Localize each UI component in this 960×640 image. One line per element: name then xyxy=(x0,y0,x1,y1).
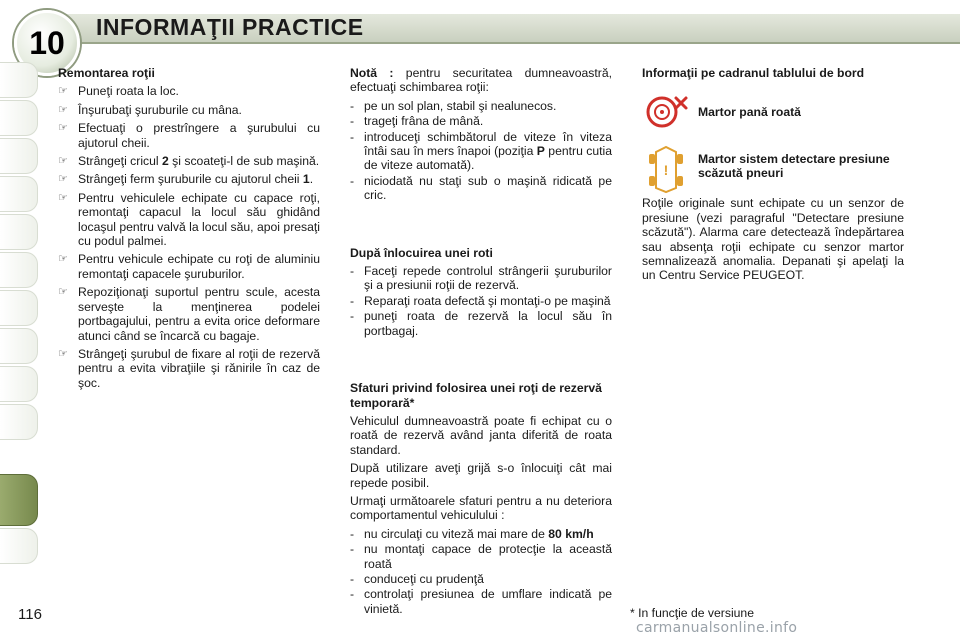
chapter-tab[interactable] xyxy=(0,138,38,174)
column-notes xyxy=(350,66,612,617)
text-run: pentru cutia de viteze automată). xyxy=(364,144,613,173)
spacer xyxy=(350,204,612,246)
list-item-text xyxy=(78,172,320,186)
header xyxy=(0,0,960,61)
dash-marker: - xyxy=(350,571,355,586)
text-run: Strângeţi cricul xyxy=(78,154,162,169)
dash-marker: - xyxy=(350,264,355,279)
spacer xyxy=(350,339,612,381)
chapter-tab[interactable] xyxy=(0,290,38,326)
note-text: pentru securitatea dumneavoastră, efectuaţi schimbarea roţii: xyxy=(350,66,612,95)
paragraph: Vehiculul dumneavoastră poate fi echipat cu o roată de rezervă având janta diferită de roata standard. xyxy=(350,413,612,457)
chapter-tab[interactable] xyxy=(0,176,38,212)
chapter-tabs xyxy=(0,62,38,574)
watermark: carmanualsonline.info xyxy=(636,620,798,636)
warning-light-row xyxy=(642,144,904,188)
pointing-hand-icon: ☞ xyxy=(58,85,68,98)
chapter-tab[interactable] xyxy=(0,404,38,440)
list-item-text: pe un sol plan, stabil şi nealunecos. xyxy=(364,98,557,113)
list-item-text xyxy=(364,527,612,541)
list-item-text: trageţi frâna de mână. xyxy=(364,114,484,129)
list-item xyxy=(350,309,612,338)
gear-position: P xyxy=(536,144,545,159)
pointing-hand-icon: ☞ xyxy=(58,191,68,204)
note-label: Notă : xyxy=(350,66,394,80)
list-item xyxy=(58,121,320,150)
list-item-text: Puneţi roata la loc. xyxy=(78,84,179,99)
speed-limit: 80 km/h xyxy=(548,526,594,541)
list-item xyxy=(58,172,320,186)
section-heading: Sfaturi privind folosirea unei roţi de rezervă temporară* xyxy=(350,381,602,410)
dash-marker: - xyxy=(350,114,355,129)
flat-tyre-warning-icon xyxy=(642,90,692,134)
list-item-text: nu montaţi capace de protecţie la această roată xyxy=(364,542,612,571)
pointing-hand-icon: ☞ xyxy=(58,347,68,360)
pointing-hand-icon: ☞ xyxy=(58,122,68,135)
list-item xyxy=(350,99,612,113)
list-item xyxy=(350,527,612,541)
dash-marker: - xyxy=(350,129,355,144)
list-item xyxy=(58,285,320,343)
chapter-tab[interactable] xyxy=(0,62,38,98)
chapter-tab[interactable] xyxy=(0,528,38,564)
chapter-tab[interactable] xyxy=(0,214,38,250)
list-item-text: Înşurubaţi şuruburile cu mâna. xyxy=(78,102,242,117)
list-item xyxy=(58,154,320,168)
chapter-tab[interactable] xyxy=(0,366,38,402)
list-item xyxy=(58,191,320,249)
list-item xyxy=(350,542,612,571)
dash-marker: - xyxy=(350,526,355,541)
section-heading: După înlocuirea unei roti xyxy=(350,245,493,260)
safety-note xyxy=(350,66,612,95)
chapter-tab[interactable] xyxy=(0,252,38,288)
column-dashboard-info xyxy=(642,66,904,287)
section-heading: Informaţii pe cadranul tablului de bord xyxy=(642,66,865,80)
list-item xyxy=(58,347,320,390)
dash-marker: - xyxy=(350,293,355,308)
dash-marker: - xyxy=(350,98,355,113)
pointing-hand-icon: ☞ xyxy=(58,155,68,168)
chapter-tab[interactable] xyxy=(0,100,38,136)
chapter-number: 10 xyxy=(14,10,80,76)
section-heading: Remontarea roţii xyxy=(58,66,155,80)
list-item-text: niciodată nu staţi sub o maşină ridicată pe cric. xyxy=(364,173,612,203)
list-item xyxy=(350,130,612,173)
text-run: introduceţi schimbătorul de viteze în viteza întâi sau în mers înapoi (poziţia xyxy=(364,129,612,159)
dash-marker: - xyxy=(350,173,355,188)
page-title: INFORMAŢII PRACTICE xyxy=(96,14,364,40)
list-item-text: Pentru vehiculele echipate cu capace roţi, remontaţi capacul la locul său ghidând locaşul pentru valvă la locul său, apoi presaţi cu podul palmei. xyxy=(78,190,320,249)
text-run: şi scoateţi-l de sub maşină. xyxy=(168,154,320,169)
pointing-hand-icon: ☞ xyxy=(58,103,68,116)
list-item-text: Strângeţi şurubul de fixare al roţii de rezervă pentru a evita vibraţiile şi rănirile în caz de şoc. xyxy=(78,346,320,390)
list-item-text: Faceţi repede controlul strângerii şuruburilor şi a presiunii roţii de rezervă. xyxy=(364,264,612,293)
pointing-hand-icon: ☞ xyxy=(58,173,68,186)
dash-marker: - xyxy=(350,309,355,324)
list-item-text: puneţi roata de rezervă la locul său în portbagaj. xyxy=(364,309,612,338)
text-run: . xyxy=(309,172,314,187)
text-run: nu circulaţi cu viteză mai mare de xyxy=(364,526,549,541)
paragraph: După utilizare aveţi grijă s-o înlocuiţi cât mai repede posibil. xyxy=(350,461,612,490)
footnote: * In funcţie de versiune xyxy=(630,606,754,620)
list-item-text: controlaţi presiunea de umflare indicată pe vinietă. xyxy=(364,587,612,616)
list-item-text xyxy=(78,154,320,168)
ref-number: 1 xyxy=(302,172,310,187)
list-item xyxy=(350,294,612,308)
pointing-hand-icon: ☞ xyxy=(58,253,68,266)
pointing-hand-icon: ☞ xyxy=(58,286,68,299)
list-item xyxy=(58,252,320,281)
paragraph: Roţile originale sunt echipate cu un senzor de presiune (vezi paragraful "Detectare presiune scăzută"). Alarma care detectează îndepărtarea sau absenţa roţii echipate cu senzor martor semnalizează anomalia. Depanati şi apelaţi la un Centru Service PEUGEOT. xyxy=(642,196,904,283)
warning-light-label: Martor pană roată xyxy=(698,105,801,120)
text-run: Strângeţi ferm şuruburile cu ajutorul cheii xyxy=(78,172,303,187)
list-item xyxy=(350,264,612,293)
list-item xyxy=(350,114,612,128)
column-wheel-refit xyxy=(58,66,320,394)
list-item xyxy=(58,84,320,98)
paragraph: Urmaţi următoarele sfaturi pentru a nu deteriora comportamentul vehiculului : xyxy=(350,493,612,523)
list-item-text: Pentru vehicule echipate cu roţi de aluminiu remontaţi capacele şuruburilor. xyxy=(78,252,320,281)
chapter-tab[interactable] xyxy=(0,328,38,364)
ref-number: 2 xyxy=(162,154,169,169)
list-item-text: conduceţi cu prudenţă xyxy=(364,571,484,586)
page-number: 116 xyxy=(18,606,42,623)
warning-light-row xyxy=(642,90,904,134)
list-item-text: Efectuaţi o prestrîngere a şurubului cu ajutorul cheii. xyxy=(78,121,320,150)
list-item-text xyxy=(364,130,612,173)
dash-marker: - xyxy=(350,542,355,557)
chapter-tab-active[interactable] xyxy=(0,474,38,526)
list-item-text: Repoziţionaţi suportul pentru scule, acesta serveşte la menţinerea podelei portbagajului, pentru a evita orice deformare atunci când se încarcă cu bagaje. xyxy=(78,285,320,343)
svg-text:!: ! xyxy=(663,162,669,179)
list-item xyxy=(350,587,612,616)
list-item-text: Reparaţi roata defectă şi montaţi-o pe maşină xyxy=(364,293,611,308)
list-item xyxy=(350,174,612,203)
list-item xyxy=(350,572,612,586)
dash-marker: - xyxy=(350,587,355,602)
warning-light-label: Martor sistem detectare presiune scăzută pneuri xyxy=(698,152,890,181)
list-item xyxy=(58,103,320,117)
tyre-pressure-detection-icon xyxy=(642,144,692,188)
